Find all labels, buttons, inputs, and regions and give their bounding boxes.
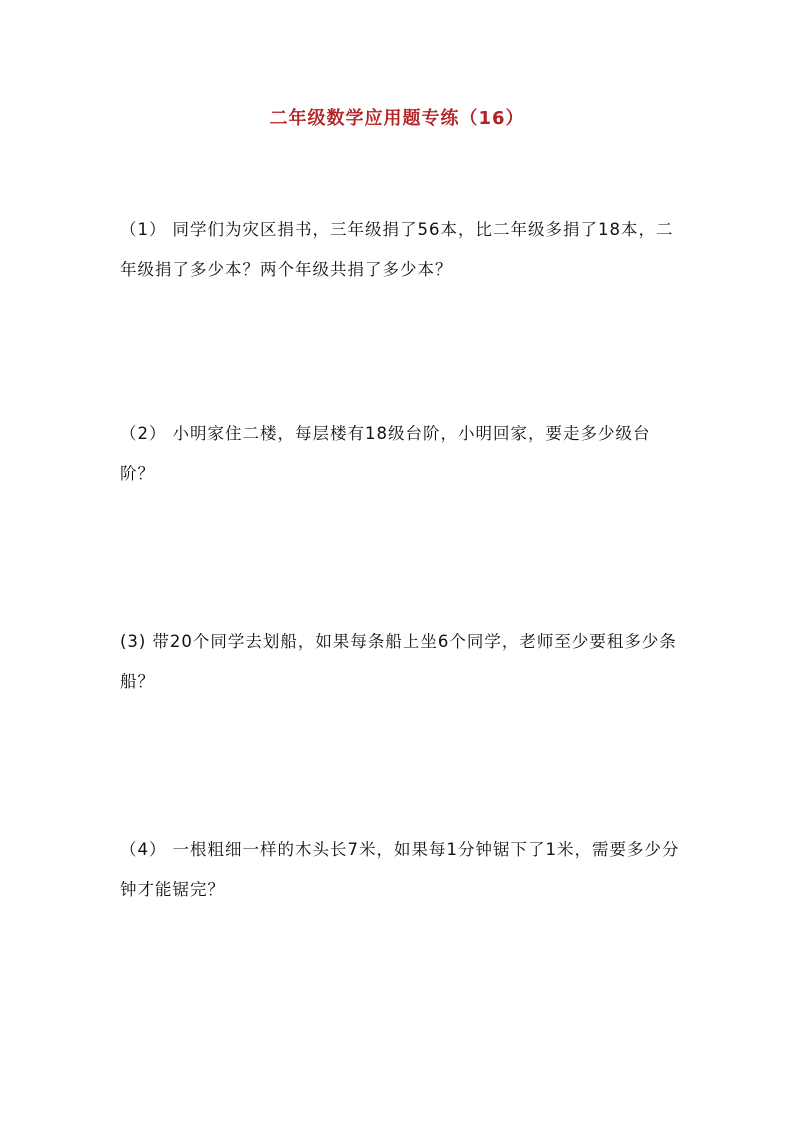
question-text: 带20个同学去划船，如果每条船上坐6个同学，老师至少要租多少条船？	[120, 632, 677, 691]
question-3	[120, 622, 680, 702]
question-text: 小明家住二楼，每层楼有18级台阶，小明回家，要走多少级台阶？	[120, 424, 651, 483]
question-number: （2）	[120, 424, 167, 443]
question-text: 同学们为灾区捐书，三年级捐了56本，比二年级多捐了18本，二年级捐了多少本？两个年级共捐了多少本？	[120, 220, 674, 279]
question-number: （4）	[120, 840, 167, 859]
question-4	[120, 830, 680, 910]
question-text: 一根粗细一样的木头长7米，如果每1分钟锯下了1米，需要多少分钟才能锯完？	[120, 840, 680, 899]
question-2	[120, 414, 680, 494]
page-title: 二年级数学应用题专练（16）	[269, 108, 525, 129]
question-number: （1）	[120, 220, 167, 239]
question-1	[120, 210, 680, 290]
question-number: (3)	[120, 632, 147, 651]
